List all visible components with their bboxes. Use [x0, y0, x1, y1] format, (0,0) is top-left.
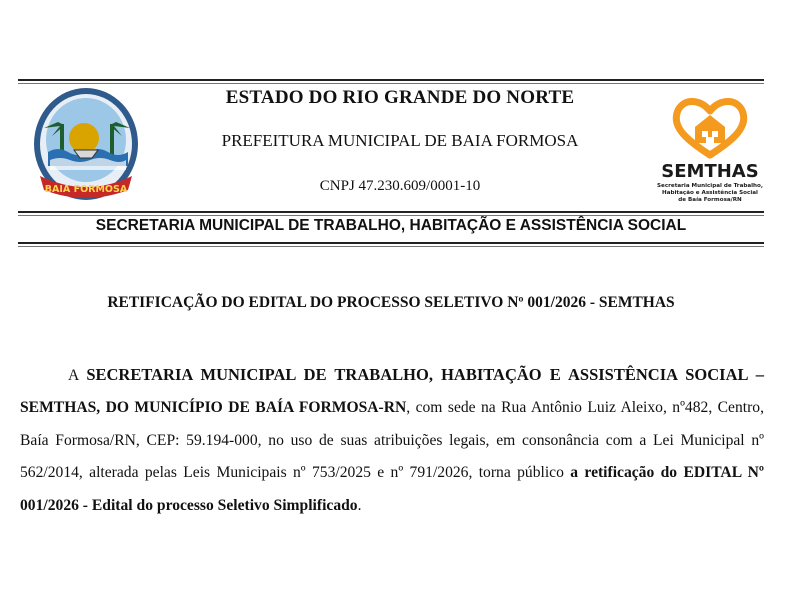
semthas-logo-name: SEMTHAS	[661, 161, 759, 182]
semthas-logo-subtitle-3: de Baía Formosa/RN	[678, 197, 742, 203]
header-top-rule	[18, 79, 764, 81]
banner-bottom-rule-thin	[18, 246, 764, 247]
semthas-logo	[655, 93, 765, 205]
header-state: ESTADO DO RIO GRANDE DO NORTE	[225, 87, 575, 108]
semthas-logo-subtitle-2: Habitação e Assistência Social	[662, 190, 758, 196]
document-body-paragraph	[20, 359, 764, 523]
paragraph-secretaria: SECRETARIA MUNICIPAL DE TRABALHO, HABITAÇÃO E ASSISTÊNCIA SOCIAL –	[86, 364, 764, 384]
banner-top-rule	[18, 211, 764, 213]
paragraph-end: .	[357, 496, 362, 514]
header-top-rule-thin	[18, 83, 764, 84]
semthas-logo-subtitle-1: Secretaria Municipal de Trabalho,	[657, 183, 763, 189]
header-cnpj: CNPJ 47.230.609/0001-10	[319, 178, 481, 194]
document-title: RETIFICAÇÃO DO EDITAL DO PROCESSO SELETIVO Nº 001/2026 - SEMTHAS	[107, 294, 675, 311]
department-banner: SECRETARIA MUNICIPAL DE TRABALHO, HABITAÇÃO E ASSISTÊNCIA SOCIAL	[95, 217, 687, 234]
paragraph-retificacao: a retificação do EDITAL Nº 001/2026 - Edital do processo Seletivo Simplificado	[20, 464, 765, 514]
paragraph-intro: A	[68, 366, 87, 384]
crest-ribbon-text: BAIA FORMOSA	[44, 184, 128, 195]
banner-top-rule-thin	[18, 215, 764, 216]
header-prefecture: PREFEITURA MUNICIPAL DE BAIA FORMOSA	[221, 131, 579, 150]
banner-bottom-rule	[18, 242, 764, 244]
paragraph-middle: , com sede na Rua Antônio Luiz Aleixo, nº482, Centro, Baía Formosa/RN, CEP: 59.194-000, no uso de suas atribuições legais, em consonância com a Lei Municipal nº 562/2014, alterada pelas Leis Municipais nº 753/2025 e nº 791/2026, torna público	[20, 399, 764, 482]
paragraph-semthas: SEMTHAS, DO MUNICÍPIO DE BAÍA FORMOSA-RN	[20, 399, 407, 417]
municipal-crest-logo	[32, 86, 140, 204]
